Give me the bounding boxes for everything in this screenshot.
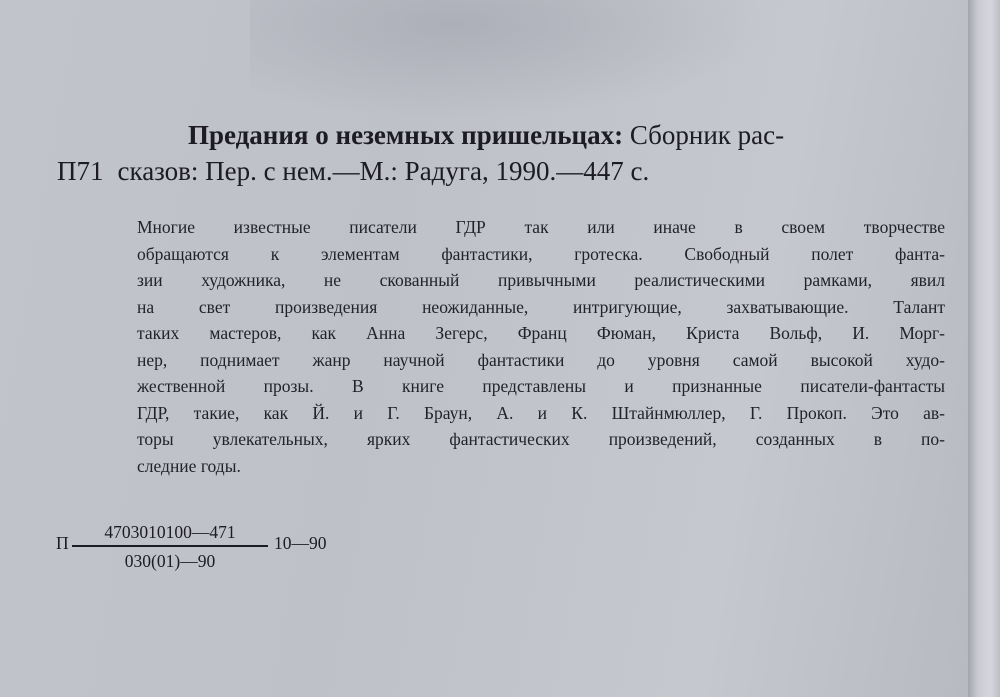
annotation-line: торы увлекательных, ярких фантастических произведений, созданных в по- — [137, 429, 945, 449]
index-denominator: 030(01)—90 — [124, 551, 216, 571]
annotation-line: на свет произведения неожиданные, интригующие, захватывающие. Талант — [137, 296, 945, 317]
catalog-code: П71 — [57, 156, 104, 186]
entry-line-1-rest: Сборник рас- — [629, 120, 785, 150]
annotation-line: ГДР, такие, как Й. и Г. Браун, А. и К. Штайнмюллер, Г. Прокоп. Это ав- — [137, 402, 945, 423]
catalog-entry-line-1 — [188, 117, 948, 153]
book-title: Предания о неземных пришельцах: — [188, 120, 624, 150]
annotation-paragraph — [137, 214, 945, 479]
index-numerator: 4703010100—471 — [72, 521, 268, 547]
index-prefix: П — [56, 533, 69, 553]
annotation-line: следние годы. — [137, 455, 241, 476]
entry-line-2-rest: сказов: Пер. с нем.—М.: Радуга, 1990.—447 с. — [117, 156, 650, 186]
annotation-line: зии художника, не скованный привычными реалистическими рамками, явил — [137, 270, 945, 290]
show-through-print — [250, 0, 770, 120]
index-fraction — [72, 521, 268, 572]
annotation-line: обращаются к элементам фантастики, гротеска. Свободный полет фанта- — [137, 243, 945, 264]
annotation-line: Многие известные писатели ГДР так или иначе в своем творчестве — [137, 217, 945, 237]
annotation-line: жественной прозы. В книге представлены и признанные писатели-фантасты — [137, 376, 945, 396]
book-spine-edge — [968, 0, 1000, 697]
annotation-line: таких мастеров, как Анна Зегерс, Франц Фюман, Криста Вольф, И. Морг- — [137, 323, 945, 343]
catalog-entry-line-2 — [57, 153, 937, 189]
annotation-line: нер, поднимает жанр научной фантастики до уровня самой высокой худо- — [137, 349, 945, 370]
index-suffix: 10—90 — [274, 533, 327, 553]
